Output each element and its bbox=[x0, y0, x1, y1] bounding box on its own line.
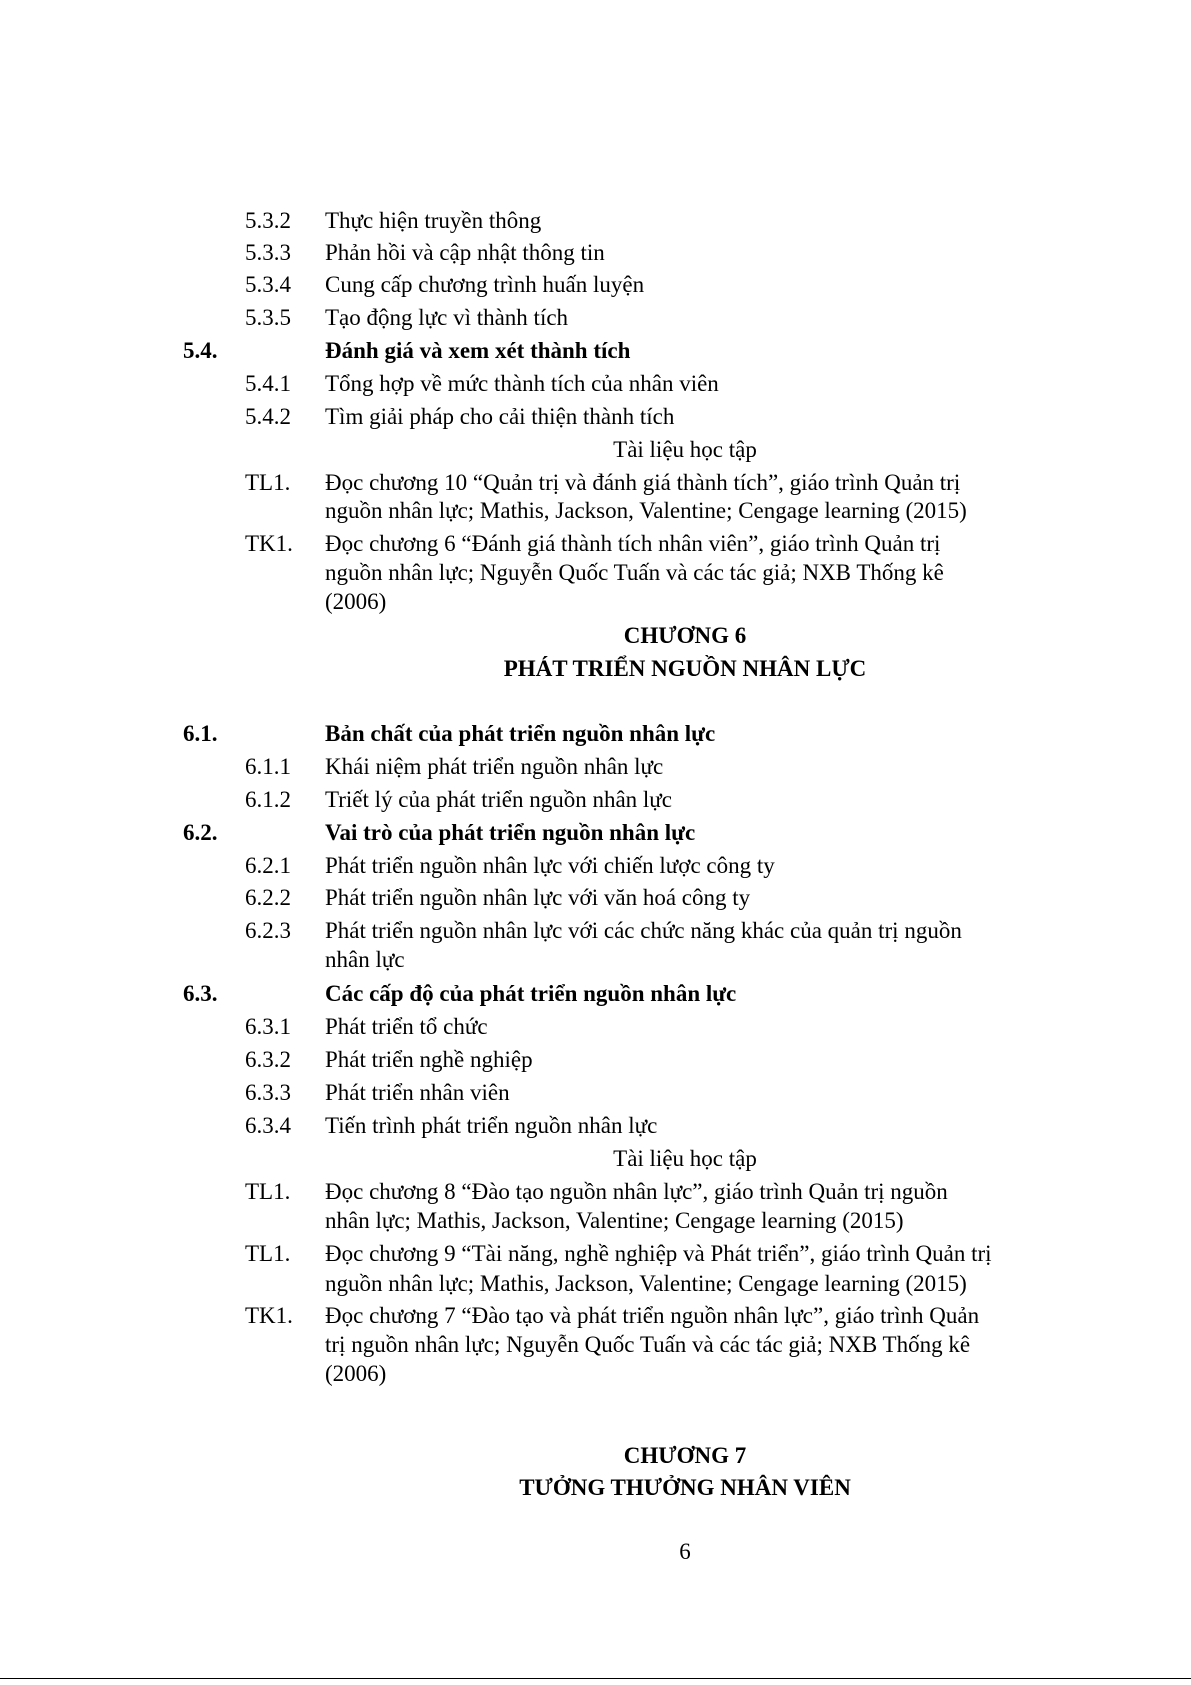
chapter-label: CHƯƠNG 6 bbox=[623, 623, 747, 648]
reference-line: (2006) bbox=[325, 589, 387, 614]
section-title: Các cấp độ của phát triển nguồn nhân lực bbox=[325, 981, 737, 1006]
item-text: Cung cấp chương trình huấn luyện bbox=[325, 272, 645, 297]
reference-code: TL1. bbox=[245, 1179, 291, 1204]
reference-code: TL1. bbox=[245, 470, 291, 495]
reference-line: nguồn nhân lực; Mathis, Jackson, Valentine; Cengage learning (2015) bbox=[325, 1271, 967, 1296]
item-text: Phát triển nhân viên bbox=[325, 1080, 510, 1105]
item-number: 6.1.1 bbox=[245, 754, 291, 779]
reference-line: (2006) bbox=[325, 1361, 387, 1386]
item-number: 6.3.4 bbox=[245, 1113, 291, 1138]
item-text: Tạo động lực vì thành tích bbox=[325, 305, 569, 330]
item-text: Phát triển nguồn nhân lực với văn hoá công ty bbox=[325, 885, 751, 910]
item-number: 5.4.2 bbox=[245, 404, 291, 429]
item-number: 6.2.3 bbox=[245, 918, 291, 943]
item-text: Phát triển nguồn nhân lực với chiến lược công ty bbox=[325, 853, 775, 878]
item-text: Khái niệm phát triển nguồn nhân lực bbox=[325, 754, 664, 779]
references-heading: Tài liệu học tập bbox=[613, 437, 757, 462]
item-number: 6.3.1 bbox=[245, 1014, 291, 1039]
item-number: 6.1.2 bbox=[245, 787, 291, 812]
item-number: 5.3.3 bbox=[245, 240, 291, 265]
references-heading: Tài liệu học tập bbox=[613, 1146, 757, 1171]
item-text: Triết lý của phát triển nguồn nhân lực bbox=[325, 787, 672, 812]
item-number: 5.3.4 bbox=[245, 272, 291, 297]
item-text: Tiến trình phát triển nguồn nhân lực bbox=[325, 1113, 658, 1138]
reference-line: Đọc chương 8 “Đào tạo nguồn nhân lực”, giáo trình Quản trị nguồn bbox=[325, 1179, 948, 1204]
reference-line: Đọc chương 6 “Đánh giá thành tích nhân viên”, giáo trình Quản trị bbox=[325, 531, 941, 556]
reference-line: Đọc chương 7 “Đào tạo và phát triển nguồn nhân lực”, giáo trình Quản bbox=[325, 1303, 980, 1328]
item-number: 6.2.2 bbox=[245, 885, 291, 910]
item-number: 5.3.5 bbox=[245, 305, 291, 330]
reference-line: nguồn nhân lực; Nguyễn Quốc Tuấn và các tác giả; NXB Thống kê bbox=[325, 560, 944, 585]
item-text: Phát triển tổ chức bbox=[325, 1014, 488, 1039]
page-number: 6 bbox=[679, 1539, 691, 1564]
reference-code: TL1. bbox=[245, 1241, 291, 1266]
item-text: Tổng hợp về mức thành tích của nhân viên bbox=[325, 371, 719, 396]
item-text: Tìm giải pháp cho cải thiện thành tích bbox=[325, 404, 675, 429]
chapter-title: PHÁT TRIỂN NGUỒN NHÂN LỰC bbox=[503, 656, 867, 681]
item-number: 6.3.2 bbox=[245, 1047, 291, 1072]
section-number: 5.4. bbox=[183, 338, 218, 363]
section-number: 6.2. bbox=[183, 820, 218, 845]
item-number: 6.2.1 bbox=[245, 853, 291, 878]
item-number: 5.4.1 bbox=[245, 371, 291, 396]
chapter-label: CHƯƠNG 7 bbox=[623, 1443, 747, 1468]
reference-line: nguồn nhân lực; Mathis, Jackson, Valentine; Cengage learning (2015) bbox=[325, 498, 967, 523]
section-number: 6.3. bbox=[183, 981, 218, 1006]
reference-line: Đọc chương 10 “Quản trị và đánh giá thành tích”, giáo trình Quản trị bbox=[325, 470, 961, 495]
item-text: Phát triển nguồn nhân lực với các chức năng khác của quản trị nguồn bbox=[325, 918, 962, 943]
reference-line: trị nguồn nhân lực; Nguyễn Quốc Tuấn và các tác giả; NXB Thống kê bbox=[325, 1332, 971, 1357]
item-number: 6.3.3 bbox=[245, 1080, 291, 1105]
item-text: Thực hiện truyền thông bbox=[325, 208, 542, 233]
reference-code: TK1. bbox=[245, 531, 293, 556]
item-text-cont: nhân lực bbox=[325, 947, 405, 972]
chapter-title: TƯỞNG THƯỞNG NHÂN VIÊN bbox=[519, 1475, 851, 1500]
reference-line: Đọc chương 9 “Tài năng, nghề nghiệp và Phát triển”, giáo trình Quản trị bbox=[325, 1241, 992, 1266]
section-number: 6.1. bbox=[183, 721, 218, 746]
item-text: Phát triển nghề nghiệp bbox=[325, 1047, 533, 1072]
section-title: Bản chất của phát triển nguồn nhân lực bbox=[325, 721, 716, 746]
item-text: Phản hồi và cập nhật thông tin bbox=[325, 240, 605, 265]
reference-code: TK1. bbox=[245, 1303, 293, 1328]
page-bottom-rule bbox=[0, 1678, 1191, 1679]
item-number: 5.3.2 bbox=[245, 208, 291, 233]
reference-line: nhân lực; Mathis, Jackson, Valentine; Cengage learning (2015) bbox=[325, 1208, 904, 1233]
section-title: Vai trò của phát triển nguồn nhân lực bbox=[325, 820, 696, 845]
section-title: Đánh giá và xem xét thành tích bbox=[325, 338, 631, 363]
